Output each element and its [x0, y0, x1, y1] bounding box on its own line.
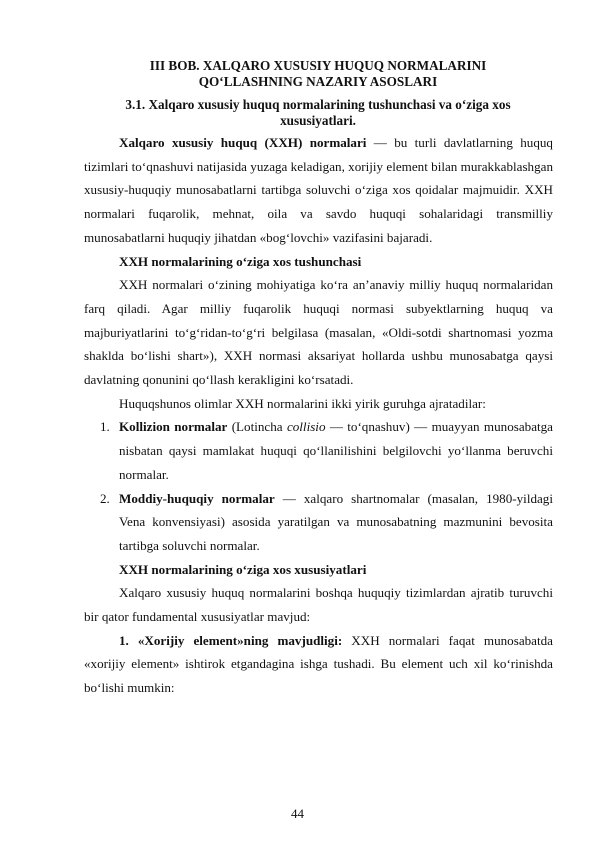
section-title	[84, 97, 552, 129]
feature-text: XXH normalari faqat munosabatda «xorijiy element» ishtirok etgandagina ishga tushadi. Bu element uch xil ko‘rinishda bo‘lishi mumkin:	[84, 632, 553, 696]
list-item-term: Moddiy-huquqiy normalar	[119, 490, 275, 506]
section-title-line1: 3.1. Xalqaro xususiy huquq normalarining tushunchasi va o‘ziga xos	[125, 97, 511, 112]
list-item-italic: collisio	[286, 419, 326, 435]
chapter-title-line2: QO‘LLASHNING NAZARIY ASOSLARI	[198, 74, 438, 89]
list-item-text: — to‘qnashuv) — muayyan munosabatga nisbatan qaysi mamlakat huquqi qo‘llanilishini belgilovchi yo‘llanma beruvchi normalar.	[119, 419, 553, 482]
chapter-title	[84, 58, 552, 90]
list-item	[84, 415, 553, 486]
definition-term: Xalqaro xususiy huquq (XXH) normalari	[119, 135, 367, 150]
list-item-number: 1.	[100, 419, 110, 435]
paragraph-groups-intro: Huquqshunos olimlar XXH normalarini ikki yirik guruhga ajratadilar:	[119, 395, 486, 411]
subheading-features: XXH normalarining o‘ziga xos xususiyatlari	[119, 561, 367, 577]
subheading-concept: XXH normalarining o‘ziga xos tushunchasi	[119, 253, 362, 269]
norm-groups-list	[84, 415, 553, 557]
chapter-title-line1: III BOB. XALQARO XUSUSIY HUQUQ NORMALARINI	[149, 58, 487, 73]
paragraph-comparison: XXH normalari o‘zining mohiyatiga ko‘ra an’anaviy milliy huquq normalaridan farq qiladi. Agar milliy fuqarolik huquqi normasi subyektlarning huquq va majburiyatlarini to‘g‘ridan-to‘g‘ri belgilasa (masalan, «Oldi-sotdi shartnomasi yozma shaklda bo‘lishi shart»), XXH normasi aksariyat hollarda ushbu munosabatga qaysi davlatning qonunini qo‘llash kerakligini ko‘rsatadi.	[84, 277, 553, 388]
feature-term: 1. «Xorijiy element»ning mavjudligi:	[119, 632, 343, 648]
definition-text: — bu turli davlatlarning huquq tizimlari to‘qnashuvi natijasida yuzaga keladigan, xorijiy element bilan murakkablashgan xususiy-huquqiy munosabatlarni tartibga soluvchi o‘ziga xos qoidalar majmuidir. XXH normalari fuqarolik, mehnat, oila va savdo huquqi sohalaridagi transmilliy munosabatlarni huquqiy jihatdan «bog‘lovchi» vazifasini bajaradi.	[84, 135, 553, 245]
paragraph-definition	[84, 131, 553, 250]
section-title-line2: xususiyatlari.	[280, 113, 356, 128]
list-item-text: — xalqaro shartnomalar (masalan, 1980-yildagi Vena konvensiyasi) asosida yaratilgan va munosabatning mazmunini bevosita tartibga soluvchi normalar.	[119, 490, 553, 553]
list-item	[84, 487, 553, 558]
list-item-term: Kollizion normalar	[119, 419, 228, 435]
list-item-number: 2.	[100, 490, 110, 506]
body-text	[84, 131, 553, 700]
paragraph-features-intro: Xalqaro xususiy huquq normalarini boshqa huquqiy tizimlardan ajratib turuvchi bir qator fundamental xususiyatlar mavjud:	[84, 585, 553, 625]
paragraph-foreign-element	[84, 629, 553, 700]
page-number: 44	[291, 806, 304, 821]
list-item-text: (Lotincha	[227, 419, 287, 435]
